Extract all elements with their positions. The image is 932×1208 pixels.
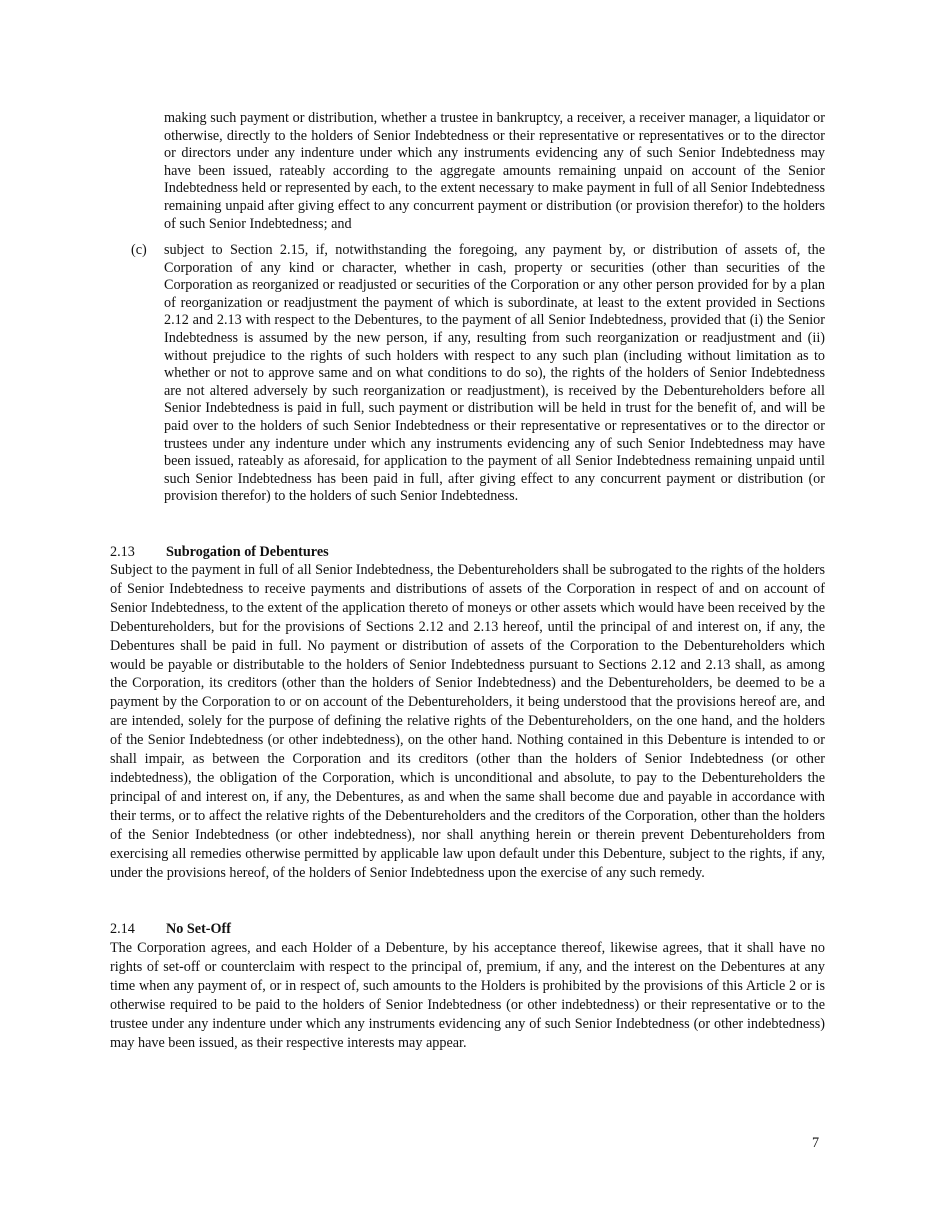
section-2-14-body: The Corporation agrees, and each Holder of a Debenture, by his acceptance thereof, likewise agrees, that it shall have no rights of set-off or counterclaim with respect to the principal of, premium, if any, and the interest on the Debentures at any time when any payment of, or in respect of, such amounts to the Holders is prohibited by the provisions of this Article 2 or is otherwise required to be paid to the holders of Senior Indebtedness (or other indebtedness) or their representative or to the trustee under any indenture under which any instruments evidencing any of such Senior Indebtedness (or other indebtedness) may have been issued, as their respective interests may appear. — [110, 940, 825, 1051]
item-c-text: subject to Section 2.15, if, notwithstanding the foregoing, any payment by, or distribution of assets of, the Corporation of any kind or character, whether in cash, property or securities (other than securities of the Corporation as reorganized or readjusted or securities of the Corporation or any other person provided for by a plan of reorganization or readjustment the payment of which is subordinate, at least to the extent provided in Sections 2.12 and 2.13 with respect to the Debentures, to the payment of all Senior Indebtedness, provided that (i) the Senior Indebtedness is assumed by the new person, if any, resulting from such reorganization or readjustment and (ii) without prejudice to the rights of such holders with respect to any such plan (including without limitation as to whether or not to approve same and on what conditions to do so), the rights of the holders of Senior Indebtedness are not altered adversely by such reorganization or readjustment), is received by the Debentureholders before all Senior Indebtedness is paid in full, such payment or distribution will be held in trust for the benefit of, and will be paid over to the holders of such Senior Indebtedness or their representative or representatives or to the director or trustees under any indenture under which any instruments evidencing any of such Senior Indebtedness may have been issued, rateably as aforesaid, for application to the payment of all Senior Indebtedness remaining unpaid until such Senior Indebtedness has been paid in full, after giving effect to any concurrent payment or distribution (or provision therefor) to the holders of such Senior Indebtedness. — [164, 242, 825, 505]
page-number: 7 — [812, 1135, 820, 1151]
section-2-14-heading — [110, 920, 231, 938]
section-2-14-title: No Set-Off — [166, 921, 232, 937]
item-c-label: (c) — [131, 242, 147, 258]
section-2-14-number: 2.14 — [110, 921, 135, 937]
section-2-13-number: 2.13 — [110, 544, 135, 560]
continuation-paragraph: making such payment or distribution, whether a trustee in bankruptcy, a receiver, a receiver manager, a liquidator or otherwise, directly to the holders of Senior Indebtedness or their representative or representatives or to the director or directors under any indenture under which any instruments evidencing any of such Senior Indebtedness may have been issued, rateably according to the aggregate amounts remaining unpaid on account of the Senior Indebtedness held or represented by each, to the extent necessary to make payment in full of all Senior Indebtedness remaining unpaid after giving effect to any concurrent payment or distribution (or provision therefor) to the holders of such Senior Indebtedness; and — [164, 110, 825, 232]
section-2-13-body: Subject to the payment in full of all Senior Indebtedness, the Debentureholders shall be subrogated to the rights of the holders of Senior Indebtedness to receive payments and distributions of assets of the Corporation in respect of and on account of Senior Indebtedness, to the extent of the application thereto of moneys or other assets which would have been received by the Debentureholders, but for the provisions of Sections 2.12 and 2.13 hereof, until the principal of and interest on, if any, the Debentures shall be paid in full. No payment or distribution of assets of the Corporation to the Debentureholders which would be payable or distributable to the holders of Senior Indebtedness pursuant to Sections 2.12 and 2.13 shall, as among the Corporation, its creditors (other than the holders of Senior Indebtedness) and the Debentureholders, be deemed to be a payment by the Corporation to or on account of the Debentureholders, it being understood that the provisions hereof are, and are intended, solely for the purpose of defining the relative rights of the Debentureholders, on the one hand, and the holders of the Senior Indebtedness (or other indebtedness), on the other hand. Nothing contained in this Debenture is intended to or shall impair, as between the Corporation and its creditors (other than the holders of Senior Indebtedness (or other indebtedness), the obligation of the Corporation, which is unconditional and absolute, to pay to the Debentureholders the principal of and interest on, if any, the Debentures, as and when the same shall become due and payable in accordance with their terms, or to affect the relative rights of the Debentureholders and the creditors of the Corporation, other than the holders of the Senior Indebtedness (or other indebtedness), nor shall anything herein or therein prevent Debentureholders from exercising all remedies otherwise permitted by applicable law upon default under this Debenture, subject to the rights, if any, under the provisions hereof, of the holders of Senior Indebtedness upon the exercise of any such remedy. — [110, 562, 825, 881]
section-2-13-heading — [110, 543, 329, 561]
section-2-13-title: Subrogation of Debentures — [166, 544, 329, 560]
